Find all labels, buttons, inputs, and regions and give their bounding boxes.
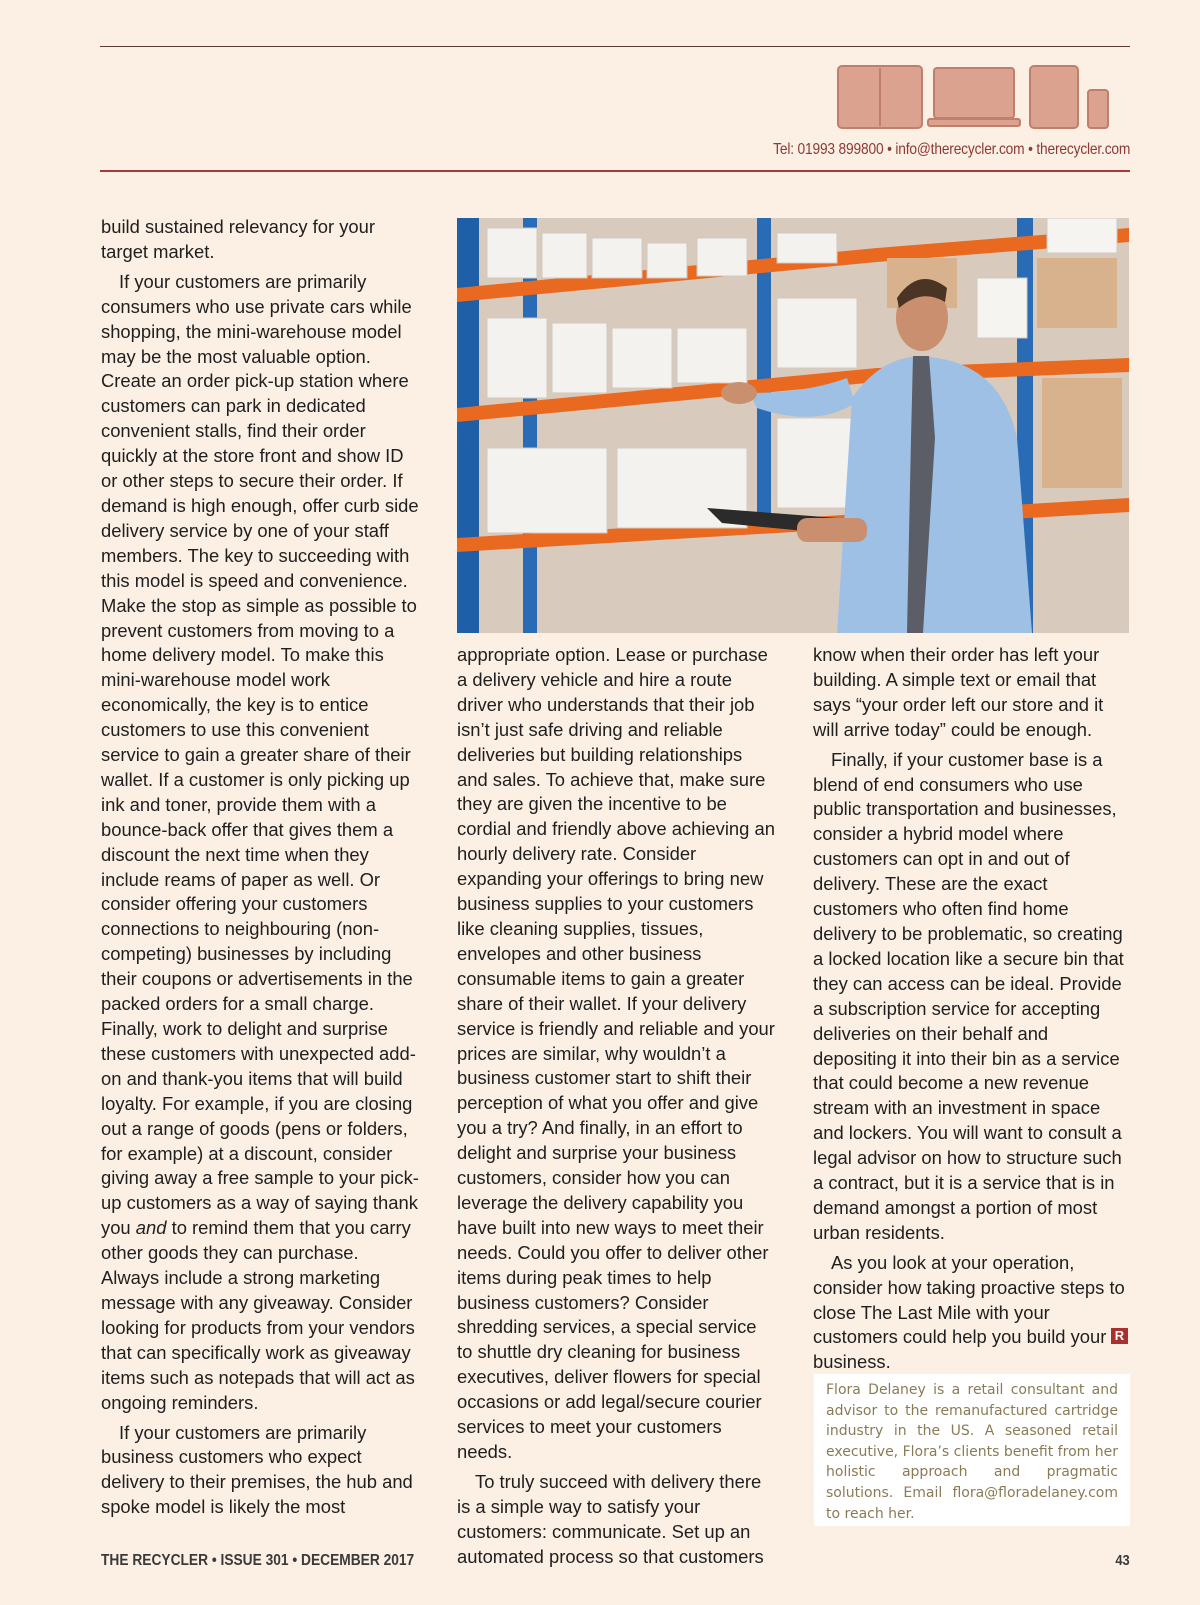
paragraph: As you look at your operation, consider how taking proactive steps to close The Last Mile with your customers could help you build your business. [813, 1251, 1125, 1373]
paragraph: Finally, if your customer base is a blend of end consumers who use public transportation and businesses, consider a hybrid model where customers can opt in and out of delivery. These are the exact customers who often find home delivery to be problematic, so creating a locked location like a secure bin that they can access can be ideal. Provide a subscription service for accepting deliveries on their behalf and depositing it into their bin as a service that could become a new revenue stream with an investment in space and lockers. You will want to consult a legal advisor on how to structure such a contract, but it is a service that is in demand amongst a portion of most urban residents. [813, 748, 1124, 1243]
end-of-article-mark: R [1111, 1328, 1128, 1344]
paragraph: If your customers are primarily consumers who use private cars while shopping, the mini-warehouse model may be the most valuable option. Create an order pick-up station where customers can park in dedicated convenient stalls, find their order quickly at the store front and show ID or other steps to secure their order. If demand is high enough, offer curb side delivery service by one of your staff members. The key to succeeding with this model is speed and convenience. Make the stop as simple as possible to prevent customers from moving to a home delivery model. To make this mini-warehouse model work economically, the key is to entice customers to use this convenient service to gain a greater share of their wallet. If a customer is only picking up ink and toner, provide them with a bounce-back offer that gives them a discount the next time when they include reams of paper as well. Or consider offering your customers connections to neighbouring (non-competing) businesses by including their coupons or advertisements in the packed orders for a small charge. Finally, work to delight and surprise these customers with unexpected add-on and thank-you items that will build loyalty. For example, if you are closing out a range of goods (pens or folders, for example) at a discount, consider giving away a free sample to your pick-up customers as a way of saying thank you and to remind them that you carry other goods they can purchase. Always include a strong marketing message with any giveaway. Consider looking for products from your vendors that can specifically work as giveaway items such as notepads that will act as ongoing reminders. [101, 270, 419, 1413]
paragraph: If your customers are primarily business customers who expect delivery to their premises, the hub and spoke model is likely the most [101, 1421, 413, 1518]
paragraph: build sustained relevancy for your target market. [101, 216, 375, 262]
article-column-1 [101, 215, 419, 1520]
footer-publication: THE RECYCLER • ISSUE 301 • DECEMBER 2017 [101, 1552, 415, 1569]
header-bottom-rule [100, 170, 1130, 172]
laptop-base-icon [928, 119, 1020, 126]
device-icons-graphic [836, 64, 1110, 130]
phone-icon [1088, 90, 1108, 128]
tablet-small-icon [1030, 66, 1078, 128]
page-number: 43 [1115, 1552, 1130, 1569]
paragraph: appropriate option. Lease or purchase a delivery vehicle and hire a route driver who understands that their job isn’t just safe driving and reliable deliveries but building relationships and sales. To achieve that, make sure they are given the incentive to be cordial and friendly above achieving an hourly delivery rate. Consider expanding your offerings to bring new business supplies to your customers like cleaning supplies, tissues, envelopes and other business consumable items to gain a greater share of their wallet. If your delivery service is friendly and reliable and your prices are similar, why wouldn’t a business customer start to shift their perception of what you offer and give you a try? And finally, in an effort to delight and surprise your business customers, consider how you can leverage the delivery capability you have built into new ways to meet their needs. Could you offer to deliver other items during peak times to help business customers? Consider shredding services, a special service to shuttle dry cleaning for business executives, deliver flowers for special occasions or add legal/secure courier services to meet your customers needs. [457, 644, 775, 1462]
header-top-rule [100, 46, 1130, 47]
laptop-screen-icon [934, 68, 1014, 118]
paragraph: know when their order has left your building. A simple text or email that says “your order left our store and it will arrive today” could be enough. [813, 644, 1104, 740]
article-column-3 [813, 643, 1131, 1375]
warehouse-photo [457, 218, 1129, 633]
article-column-2 [457, 643, 775, 1570]
paragraph: To truly succeed with delivery there is a simple way to satisfy your customers: communicate. Set up an automated process so that customers [457, 1470, 764, 1567]
header-contact: Tel: 01993 899800 • info@therecycler.com • therecycler.com [772, 141, 1130, 158]
author-bio: Flora Delaney is a retail consultant and advisor to the remanufactured cartridge industry in the US. A seasoned retail executive, Flora’s clients benefit from her holistic approach and pragmatic solutions. Email flora@floradelaney.com to reach her. [814, 1374, 1130, 1526]
